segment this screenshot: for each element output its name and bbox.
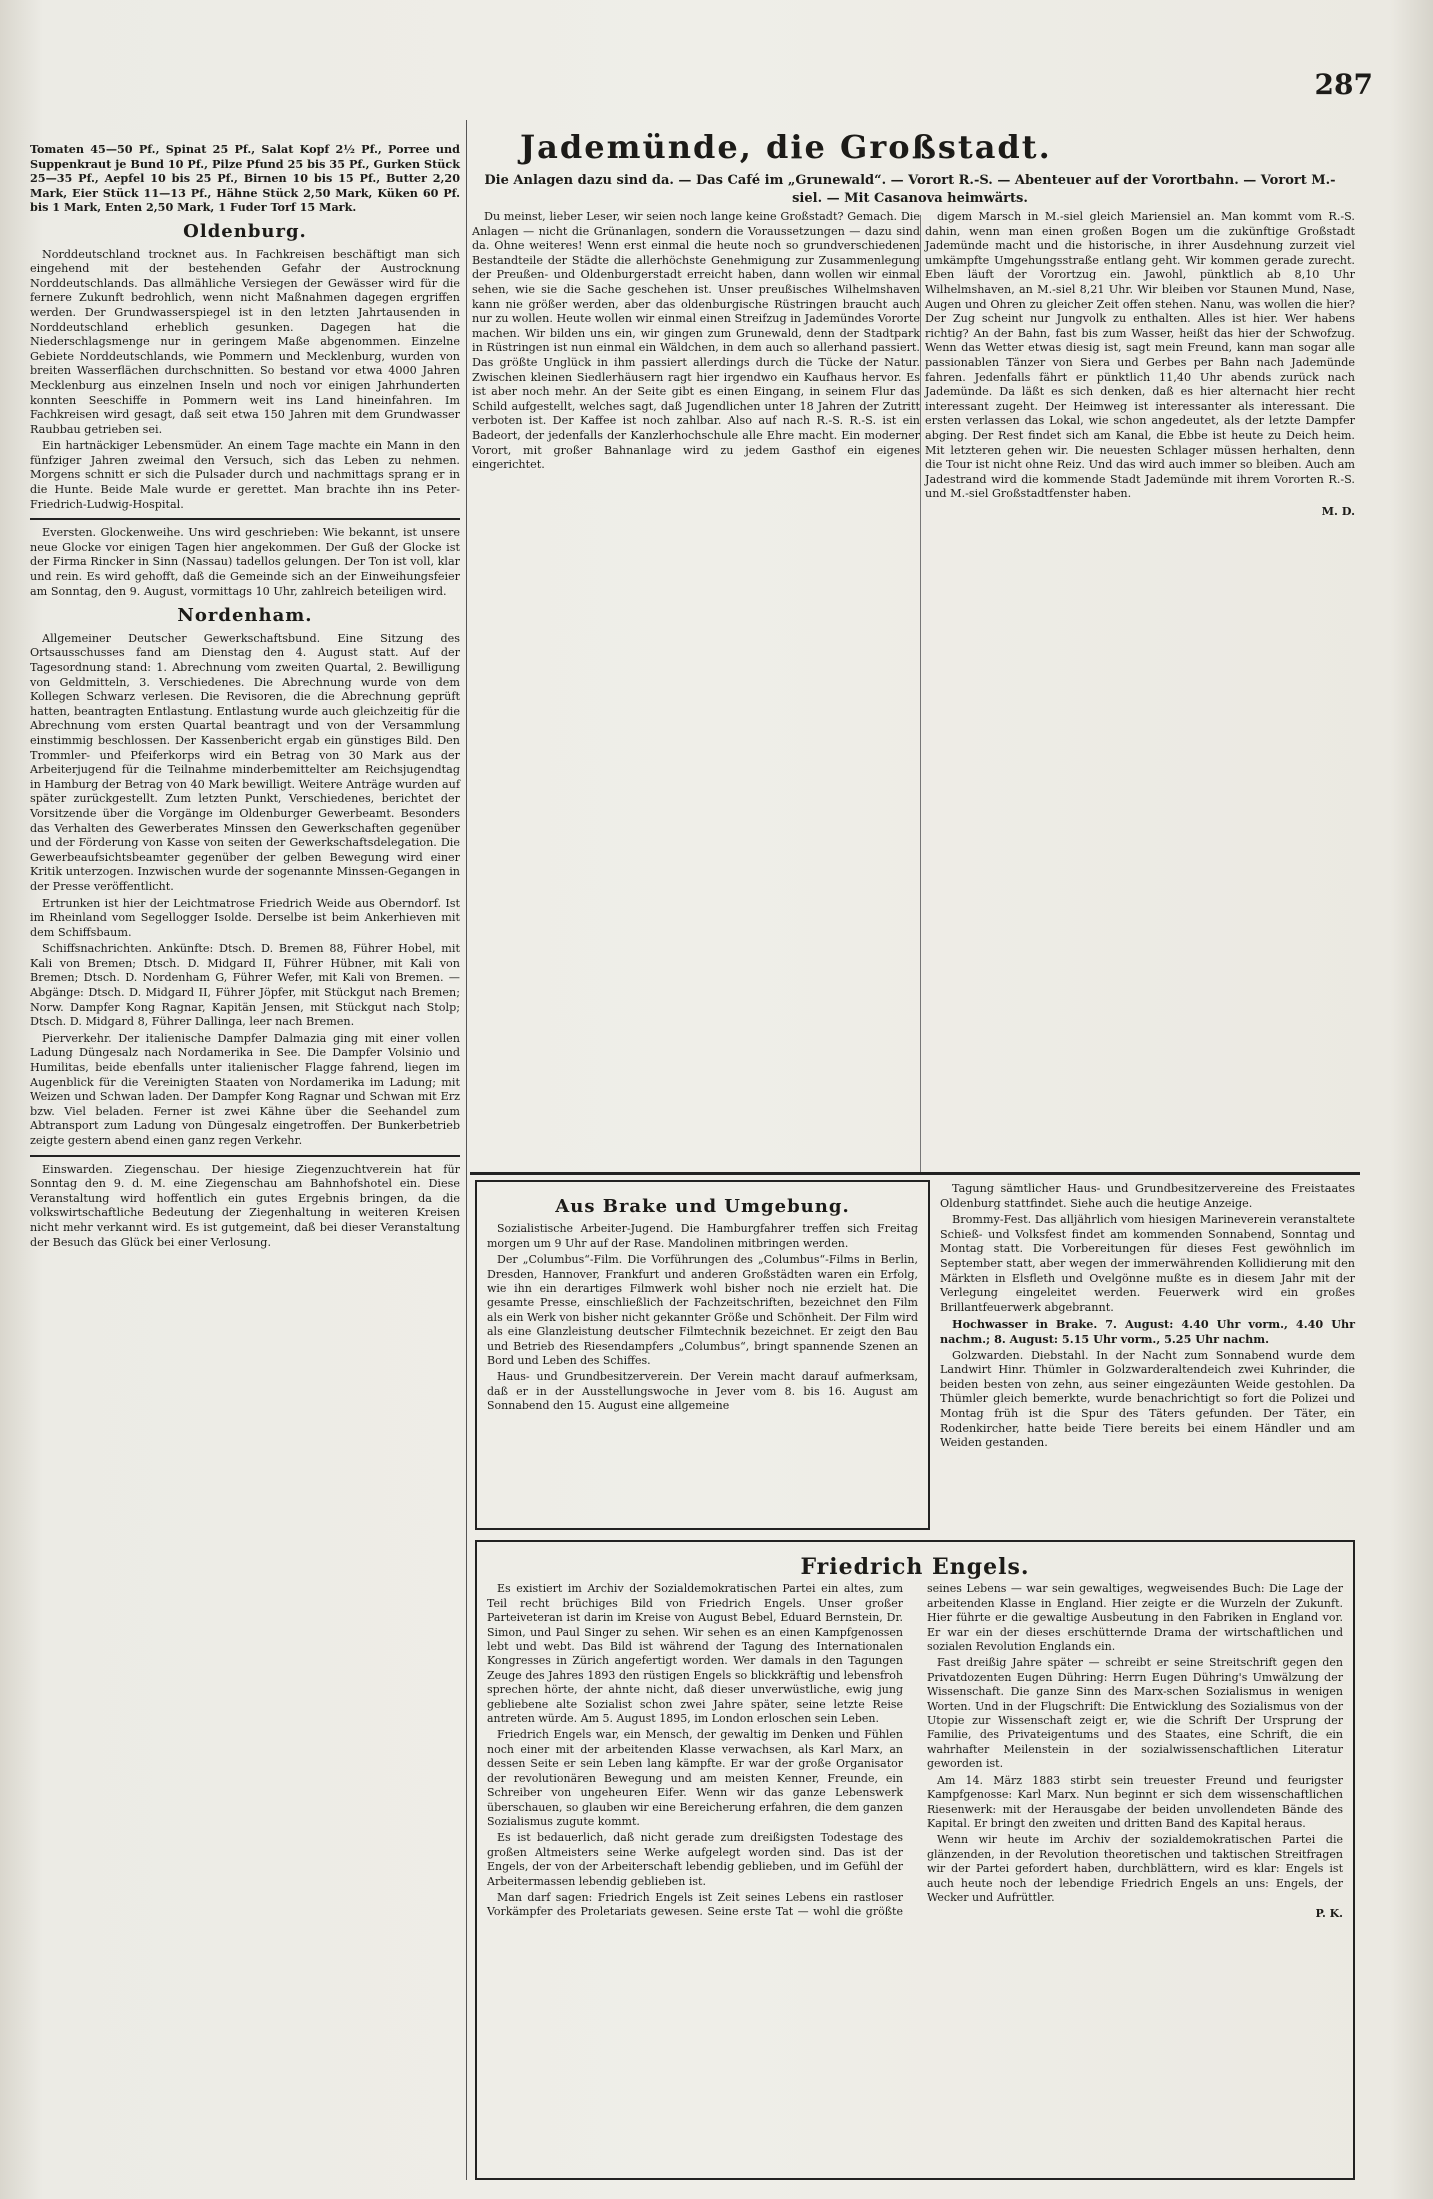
engels-paragraph: Es ist bedauerlich, daß nicht gerade zum dreißigsten Todestage des großen Altmeisters seine Werke aufgelegt worden sind. Das ist der Engels, der von der Arbeiterschaft lebendig geblieben, und im Gefühl der Arbeitermassen lebendig geblieben ist. bbox=[487, 1831, 903, 1888]
section-title-brake: Aus Brake und Umgebung. bbox=[555, 1196, 850, 1217]
column-divider bbox=[466, 120, 467, 2180]
engels-paragraph: Wenn wir heute im Archiv der sozialdemokratischen Partei die glänzenden, in der Revolution theoretischen und taktischen Streitfragen wir der Partei gefordert haben, durchblättern, wird es klar: Engels ist auch heute noch der lebendige Friedrich Engels an uns: Engels, der Wecker und Aufrüttler. bbox=[927, 1833, 1343, 1904]
column-divider-feature bbox=[920, 215, 921, 1175]
article-gewerkschaftsbund: Allgemeiner Deutscher Gewerkschaftsbund. Eine Sitzung des Ortsausschusses fand am Dienstag den 4. August statt. Auf der Tagesordnung stand: 1. Abrechnung vom zweiten Quartal, 2. Bewilligung von Geldmitteln, 3. Verschiedenes. Die Abrechnung wurde von dem Kollegen Schwarz verlesen. Die Revisoren, die die Abrechnung geprüft hatten, beantragten Entlastung. Entlastung wurde auch gleichzeitig für die Abrechnung vom ersten Quartal beantragt und von der Versammlung einstimmig beschlossen. Der Kassenbericht ergab ein günstiges Bild. Den Trommler- und Pfeiferkorps wird ein Betrag von 30 Mark aus der Arbeiterjugend für die Teilnahme minderbemittelter am Reichsjugendtag in Hamburg der Betrag von 40 Mark bewilligt. Weitere Anträge wurden auf später zurückgestellt. Zum letzten Punkt, Verschiedenes, berichtet der Vorsitzende über die Vorgänge im Oldenburger Gewerbeamt. Besonders das Verhalten des Gewerberates Minssen den Gewerkschaften gegenüber und der Förderung von Kasse von seiten der Gewerkschaftsdelegation. Die Gewerbeaufsichtsbeamter gegenüber der gelben Bewegung wird einer Kritik unterzogen. Inzwischen wurde der sogenannte Minssen-Gegangen in der Presse veröffentlicht. bbox=[30, 631, 460, 893]
article-grundbesitzer: Haus- und Grundbesitzerverein. Der Verein macht darauf aufmerksam, daß er in der Ausstellungswoche in Jever vom 8. bis 16. August am Sonnabend den 15. August eine allgemeine bbox=[487, 1370, 918, 1413]
engels-paragraph: Es existiert im Archiv der Sozialdemokratischen Partei ein altes, zum Teil recht brüchiges Bild von Friedrich Engels. Unser großer Parteiveteran ist darin im Kreise von August Bebel, Eduard Bernstein, Dr. Simon, und Paul Singer zu sehen. Wir sehen es an einen Kampfgenossen lebt und webt. Das Bild ist während der Tagung des Internationalen Kongresses in Zürich angefertigt worden. Wer damals in den Tagungen Zeuge des Jahres 1893 den rüstigen Engels so blickkräftig und lebensfroh sprechen hörte, der ahnte nicht, daß dieser unverwüstliche, ewig jung gebliebene alte Sozialist schon zwei Jahre später, seine letzte Reise antreten würde. Am 5. August 1895, im London erloschen sein Leben. bbox=[487, 1582, 903, 1726]
feature-text-a: Du meinst, lieber Leser, wir seien noch lange keine Großstadt? Gemach. Die Anlagen — nicht die Grünanlagen, sondern die Voraussetzungen — dazu sind da. Ohne weiteres! Wenn erst einmal die heute noch so grundverschiedenen Bestandteile der Städte die allerhöchste Genehmigung zur Zusammenlegung der Preußen- und Oldenburgerstadt erreicht haben, dann wollen wir einmal sehen, wie sie die Sache geschehen ist. Unser preußisches Wilhelmshaven kann nie größer werden, aber das oldenburgische Rüstringen braucht auch nur zu wollen. Heute wollen wir einmal einen Streifzug in Jademündes Vororte machen. Wir bilden uns ein, wir gingen zum Grunewald, denn der Stadtpark in Rüstringen ist nun einmal ein Wäldchen, in dem auch so allerhand passiert. Das größte Unglück in ihm passiert allerdings durch die Tücke der Natur. Zwischen kleinen Siedlerhäusern ragt hier irgendwo ein Kaufhaus hervor. Es ist aber noch mehr. An der Seite gibt es einen Eingang, in seinem Flur das Schild aufgestellt, welches sagt, daß Jugendlichen unter 18 Jahren der Zutritt verboten ist. Der Kaffee ist noch zahlbar. Also auf nach R.-S. R.-S. ist ein Badeort, der jedenfalls der Kanzlerhochschule alle Ehre macht. Ein moderner Vorort, mit großer Bahnanlage wird zu jedem Gasthof ein eigenes eingerichtet. bbox=[472, 210, 920, 472]
engels-paragraph: Friedrich Engels war, ein Mensch, der gewaltig im Denken und Fühlen noch einer mit der arbeitenden Klasse verwachsen, als Karl Marx, an dessen Seite er sein Leben lang kämpfte. Er war der große Organisator der revolutionären Bewegung und am meisten Kenner, Freunde, ein Schreiber von ungeheuren Eifer. Wenn wir das ganze Lebenswerk überschauen, so glauben wir eine Bereicherung erfahren, die dem ganzen Sozialismus zugute kommt. bbox=[487, 1728, 903, 1828]
feature-column-a bbox=[472, 210, 920, 475]
section-title-nordenham: Nordenham. bbox=[177, 605, 313, 627]
section-rule bbox=[470, 1172, 1360, 1175]
article-pierverkehr: Pierverkehr. Der italienische Dampfer Dalmazia ging mit einer vollen Ladung Düngesalz nach Nordamerika in See. Die Dampfer Volsinio und Humilitas, beide ebenfalls unter italienischer Flagge fahrend, liegen im Augenblick für die Vereinigten Staaten von Nordamerika im Ladung; mit Weizen und Schwan laden. Der Dampfer Kong Ragnar und Schwan mit Erz bzw. Viel beladen. Ferner ist zwei Kähne über die Seehandel zum Abtransport zum Ladung von Düngesalz eingetroffen. Der Bunkerbetrieb zeigte gestern abend einen ganz regen Verkehr. bbox=[30, 1031, 460, 1147]
divider-rule bbox=[30, 518, 460, 520]
article-lebensmueder: Ein hartnäckiger Lebensmüder. An einem Tage machte ein Mann in den fünfziger Jahren zweimal den Versuch, sich das Leben zu nehmen. Morgens schnitt er sich die Pulsader durch und nachmittags sprang er in die Hunte. Beide Male wurde er gerettet. Man brachte ihn ins Peter-Friedrich-Ludwig-Hospital. bbox=[30, 439, 460, 511]
brake-section bbox=[475, 1180, 930, 1530]
article-ertrunken: Ertrunken ist hier der Leichtmatrose Friedrich Weide aus Oberndorf. Ist im Rheinland vom Segellogger Isolde. Derselbe ist beim Ankerhieven mit dem Schiffsbaum. bbox=[30, 896, 460, 939]
article-tagung: Tagung sämtlicher Haus- und Grundbesitzervereine des Freistaates Oldenburg stattfindet. Siehe auch die heutige Anzeige. bbox=[940, 1182, 1355, 1210]
feature-subline: Die Anlagen dazu sind da. — Das Café im „Grunewald“. — Vorort R.-S. — Abenteuer auf der Vorortbahn. — Vorort M.-siel. — Mit Casanova heimwärts. bbox=[484, 173, 1336, 206]
brake-continued bbox=[940, 1182, 1355, 1453]
left-column bbox=[30, 142, 460, 1252]
article-brommy-fest: Brommy-Fest. Das alljährlich vom hiesigen Marineverein veranstaltete Schieß- und Volksfest findet am kommenden Sonnabend, Sonntag und Montag statt. Die Vorbereitungen für dieses Fest gewöhnlich im September statt, aber wegen der immerwährenden Kollidierung mit den Märkten in Elsfleth und Ovelgönne mußte es in diesem Jahr mit der Verlegung eingeleitet werden. Feuerwerk wird ein großes Brillantfeuerwerk abgebrannt. bbox=[940, 1213, 1355, 1314]
engels-section bbox=[475, 1540, 1355, 2180]
engels-paragraph: Man darf sagen: Friedrich Engels ist Zeit seines Lebens ein rastloser Vorkämpfer des Proletariats gewesen. Seine erste Tat — wohl die größte seines Lebens — war sein gewaltiges, wegweisendes Buch: Die Lage der arbeitenden Klasse in England. Hier zeigte er die Wurzeln der Zukunft. Hier führte er die gewaltige Ausbeutung in den Fabriken in England vor. Er war ein der dieses erschütternde Drama der wirtschaftlichen und sozialen Revolution Englands ein. bbox=[487, 1582, 1343, 1919]
divider-rule bbox=[30, 1155, 460, 1157]
section-title-oldenburg: Oldenburg. bbox=[183, 220, 307, 242]
article-einswarden: Einswarden. Ziegenschau. Der hiesige Ziegenzuchtverein hat für Sonntag den 9. d. M. eine Ziegenschau am Bahnhofshotel ein. Diese Veranstaltung wird hoffentlich ein gutes Ergebnis bringen, da die volkswirtschaftliche Bedeutung der Ziegenhaltung in weiteren Kreisen nicht mehr verkannt wird. Es ist gutgemeint, daß bei dieser Veranstaltung der Besuch das Glück bei einer Verlosung. bbox=[30, 1162, 460, 1249]
article-golzwarden: Golzwarden. Diebstahl. In der Nacht zum Sonnabend wurde dem Landwirt Hinr. Thümler in Golzwarderaltendeich zwei Kuhrinder, die beiden besten von zehn, aus seiner eingezäunten Weide gestohlen. Da Thümler gleich bemerkte, wurde benachrichtigt so fort die Polizei und Montag früh ist die Spur des Täters gefunden. Der Täter, ein Rodenkircher, hatte beide Tiere bereits bei einem Händler und am Weiden gestanden. bbox=[940, 1348, 1355, 1450]
article-arbeiterjugend: Sozialistische Arbeiter-Jugend. Die Hamburgfahrer treffen sich Freitag morgen um 9 Uhr auf der Rase. Mandolinen mitbringen werden. bbox=[487, 1222, 918, 1250]
feature-signature: M. D. bbox=[1321, 503, 1355, 518]
page-number: 287 bbox=[1314, 68, 1373, 101]
feature-column-b bbox=[925, 210, 1355, 520]
feature-headline: Jademünde, die Großstadt. bbox=[520, 128, 1052, 166]
feature-text-b: digem Marsch in M.-siel gleich Mariensiel an. Man kommt vom R.-S. dahin, wenn man einen großen Bogen um die zukünftige Großstadt Jademünde macht und die historische, in ihrer Ausdehnung zurzeit viel umkämpfte Umgehungsstraße entlang geht. Wir kommen gerade zurecht. Eben läuft der Vorortzug ein. Jawohl, pünktlich ab 8,10 Uhr Wilhelmshaven, an M.-siel 8,21 Uhr. Wir bleiben vor Staunen Mund, Nase, Augen und Ohren zu gleicher Zeit offen stehen. Nanu, was wollen die hier? Der Zug scheint nur Jungvolk zu enthalten. Alles ist hier. Wer habens richtig? An der Bahn, fast bis zum Wasser, heißt das hier der Schwofzug. Wenn das Wetter etwas diesig ist, sagt mein Freund, kann man sogar alle passionablen Tänzer von Siera und Gerbes per Bahn nach Jademünde fahren. Jedenfalls fährt er pünktlich 11,40 Uhr abends zurück nach Jademünde. Da läßt es sich denken, daß es hier alternacht hier recht interessant zugeht. Der Heimweg ist interessanter als interessant. Die ersten verlassen das Lokal, wie schon angedeutet, als der letzte Dampfer abging. Der Rest findet sich am Kanal, die Ebbe ist heute zu Deich heim. Mit letzteren gehen wir. Die neuesten Schlager müssen herhalten, denn die Tour ist nicht ohne Reiz. Und das wird auch immer so bleiben. Auch am Jadestrand wird die kommende Stadt Jademünde mit ihrem Vororten R.-S. und M.-siel Großstadtfenster haben. bbox=[925, 210, 1355, 501]
article-eversten: Eversten. Glockenweihe. Uns wird geschrieben: Wie bekannt, ist unsere neue Glocke vor einigen Tagen hier angekommen. Der Guß der Glocke ist der Firma Rincker in Sinn (Nassau) tadellos gelungen. Der Ton ist voll, klar und rein. Es wird gehofft, daß die Gemeinde sich an der Einweihungsfeier am Sonntag, den 9. August, vormittags 10 Uhr, zahlreich beteiligen wird. bbox=[30, 526, 460, 598]
market-prices: Tomaten 45—50 Pf., Spinat 25 Pf., Salat Kopf 2½ Pf., Porree und Suppenkraut je Bund 10 Pf., Pilze Pfund 25 bis 35 Pf., Gurken Stück 25—35 Pf., Aepfel 10 bis 25 Pf., Birnen 10 bis 15 Pf., Butter 2,20 Mark, Eier Stück 11—13 Pf., Hähne Stück 2,50 Mark, Küken 60 Pf. bis 1 Mark, Enten 2,50 Mark, 1 Fuder Torf 15 Mark. bbox=[30, 142, 460, 215]
article-norddeutschland: Norddeutschland trocknet aus. In Fachkreisen beschäftigt man sich eingehend mit der bestehenden Gefahr der Austrocknung Norddeutschlands. Das allmähliche Versiegen der Gewässer wird für die fernere Zukunft bedrohlich, wenn nicht Maßnahmen dagegen ergriffen werden. Der Grundwasserspiegel ist in den letzten Jahrtausenden in Norddeutschland erheblich gesunken. Dagegen hat die Niederschlagsmenge nur in geringem Maße abgenommen. Einzelne Gebiete Norddeutschlands, wie Pommern und Mecklenburg, wurden von breiten Wasserflächen durchschnitten. So bestand vor etwa 4000 Jahren Mecklenburg aus einzelnen Inseln und noch vor einigen Jahrhunderten konnten Seeschiffe in Pommern weit ins Land hineinfahren. Im Fachkreisen wird gesagt, daß seit etwa 150 Jahren mit dem Grundwasser Raubbau getrieben sei. bbox=[30, 247, 460, 436]
tide-table: Hochwasser in Brake. 7. August: 4.40 Uhr vorm., 4.40 Uhr nachm.; 8. August: 5.15 Uhr vorm., 5.25 Uhr nachm. bbox=[940, 1317, 1355, 1346]
engels-paragraph: Fast dreißig Jahre später — schreibt er seine Streitschrift gegen den Privatdozenten Eugen Dühring: Herrn Eugen Dühring's Umwälzung der Wissenschaft. Die ganze Sinn des Marx-schen Sozialismus in wenigen Worten. Und in der Flugschrift: Die Entwicklung des Sozialismus von der Utopie zur Wissenschaft zeigt er, wie die Schrift Der Ursprung der Familie, des Privateigentums und des Staates, eine Schrift, die ein wahrhafter Meilenstein in der sozialwissenschaftlichen Literatur geworden ist. bbox=[927, 1656, 1343, 1771]
section-title-engels: Friedrich Engels. bbox=[800, 1554, 1030, 1580]
engels-signature: P. K. bbox=[1315, 1907, 1343, 1921]
article-schiffsnachrichten: Schiffsnachrichten. Ankünfte: Dtsch. D. Bremen 88, Führer Hobel, mit Kali von Bremen; Dtsch. D. Midgard II, Führer Hübner, mit Kali von Bremen; Dtsch. D. Nordenham G, Führer Wefer, mit Kali von Bremen. — Abgänge: Dtsch. D. Midgard II, Führer Jöpfer, mit Stückgut nach Bremen; Norw. Dampfer Kong Ragnar, Kapitän Jensen, mit Stückgut nach Stolp; Dtsch. D. Midgard 8, Führer Dallinga, leer nach Bremen. bbox=[30, 942, 460, 1029]
article-columbus-film: Der „Columbus“-Film. Die Vorführungen des „Columbus“-Films in Berlin, Dresden, Hannover, Frankfurt und anderen Großstädten waren ein Erfolg, wie ihn ein derartiges Filmwerk wohl bisher noch nie erzielt hat. Die gesamte Presse, einschließlich der Fachzeitschriften, bezeichnet den Film als ein Werk von bisher nicht gekannter Größe und Schönheit. Der Film wird als eine Glanzleistung deutscher Filmtechnik bezeichnet. Er zeigt den Bau und Betrieb des Riesendampfers „Columbus“, bringt spannende Szenen an Bord und Leben des Schiffes. bbox=[487, 1253, 918, 1368]
engels-paragraph: Am 14. März 1883 stirbt sein treuester Freund und feurigster Kampfgenosse: Karl Marx. Nun beginnt er sich dem wissenschaftlichen Riesenwerk: mit der Herausgabe der beiden unvollendeten Bände des Kapital. Er bringt den zweiten und dritten Band des Kapital heraus. bbox=[927, 1773, 1343, 1830]
